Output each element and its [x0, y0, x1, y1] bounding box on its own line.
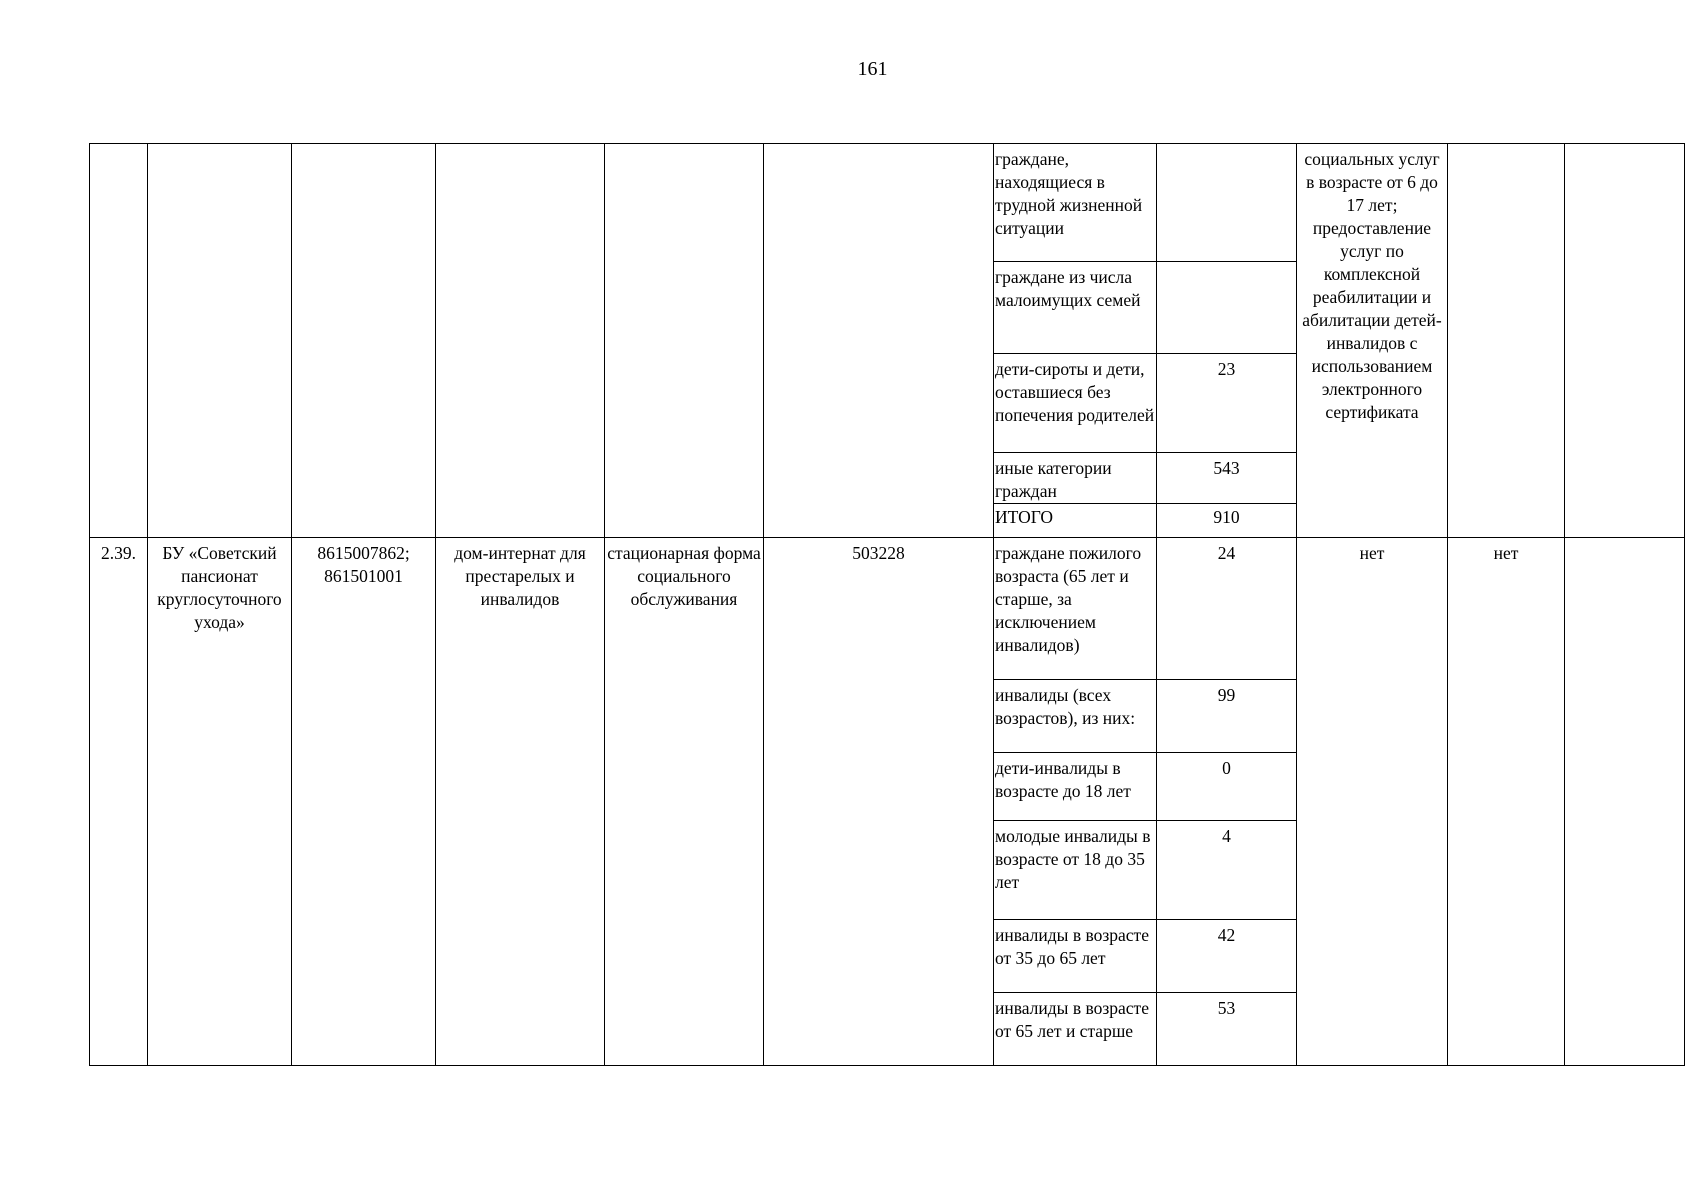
entry-number: 2.39.: [90, 538, 148, 1066]
table-row: [90, 144, 1685, 262]
services-text: социальных услуг в возрасте от 6 до 17 лет; предоставление услуг по комплексной реабилитации и абилитации детей-инвалидов с использованием электронного сертификата: [1297, 144, 1448, 538]
total-value: 910: [1157, 504, 1297, 538]
page-number: 161: [857, 58, 888, 80]
entry-inn-kpp: 8615007862; 861501001: [292, 538, 436, 1066]
cell-empty: [436, 144, 605, 538]
cell-empty: [1448, 144, 1565, 538]
cell-empty: [90, 144, 148, 538]
entry-col-b: нет: [1448, 538, 1565, 1066]
category-count: 4: [1157, 821, 1297, 920]
entry-code: 503228: [764, 538, 994, 1066]
table-row: [90, 538, 1685, 680]
entry-col-a: нет: [1297, 538, 1448, 1066]
cell-empty: [764, 144, 994, 538]
entry-type: дом-интернат для престарелых и инвалидов: [436, 538, 605, 1066]
category-count: [1157, 262, 1297, 354]
entry-col-c: [1565, 538, 1685, 1066]
category-name: дети-сироты и дети, оставшиеся без попечения родителей: [994, 354, 1157, 453]
category-name: иные категории граждан: [994, 453, 1157, 504]
category-count: 53: [1157, 993, 1297, 1066]
entry-name: БУ «Советский пансионат круглосуточного ухода»: [148, 538, 292, 1066]
category-name: инвалиды в возрасте от 65 лет и старше: [994, 993, 1157, 1066]
category-count: 543: [1157, 453, 1297, 504]
category-name: молодые инвалиды в возрасте от 18 до 35 лет: [994, 821, 1157, 920]
category-count: [1157, 144, 1297, 262]
total-label: ИТОГО: [994, 504, 1157, 538]
registry-table: [89, 143, 1685, 1066]
entry-form: стационарная форма социального обслуживания: [605, 538, 764, 1066]
category-name: инвалиды (всех возрастов), из них:: [994, 680, 1157, 753]
category-count: 23: [1157, 354, 1297, 453]
category-name: граждане пожилого возраста (65 лет и старше, за исключением инвалидов): [994, 538, 1157, 680]
cell-empty: [605, 144, 764, 538]
cell-empty: [148, 144, 292, 538]
category-name: инвалиды в возрасте от 35 до 65 лет: [994, 920, 1157, 993]
category-name: дети-инвалиды в возрасте до 18 лет: [994, 753, 1157, 821]
category-count: 99: [1157, 680, 1297, 753]
category-count: 0: [1157, 753, 1297, 821]
cell-empty: [1565, 144, 1685, 538]
category-name: граждане из числа малоимущих семей: [994, 262, 1157, 354]
category-name: граждане, находящиеся в трудной жизненной ситуации: [994, 144, 1157, 262]
category-count: 42: [1157, 920, 1297, 993]
cell-empty: [292, 144, 436, 538]
category-count: 24: [1157, 538, 1297, 680]
